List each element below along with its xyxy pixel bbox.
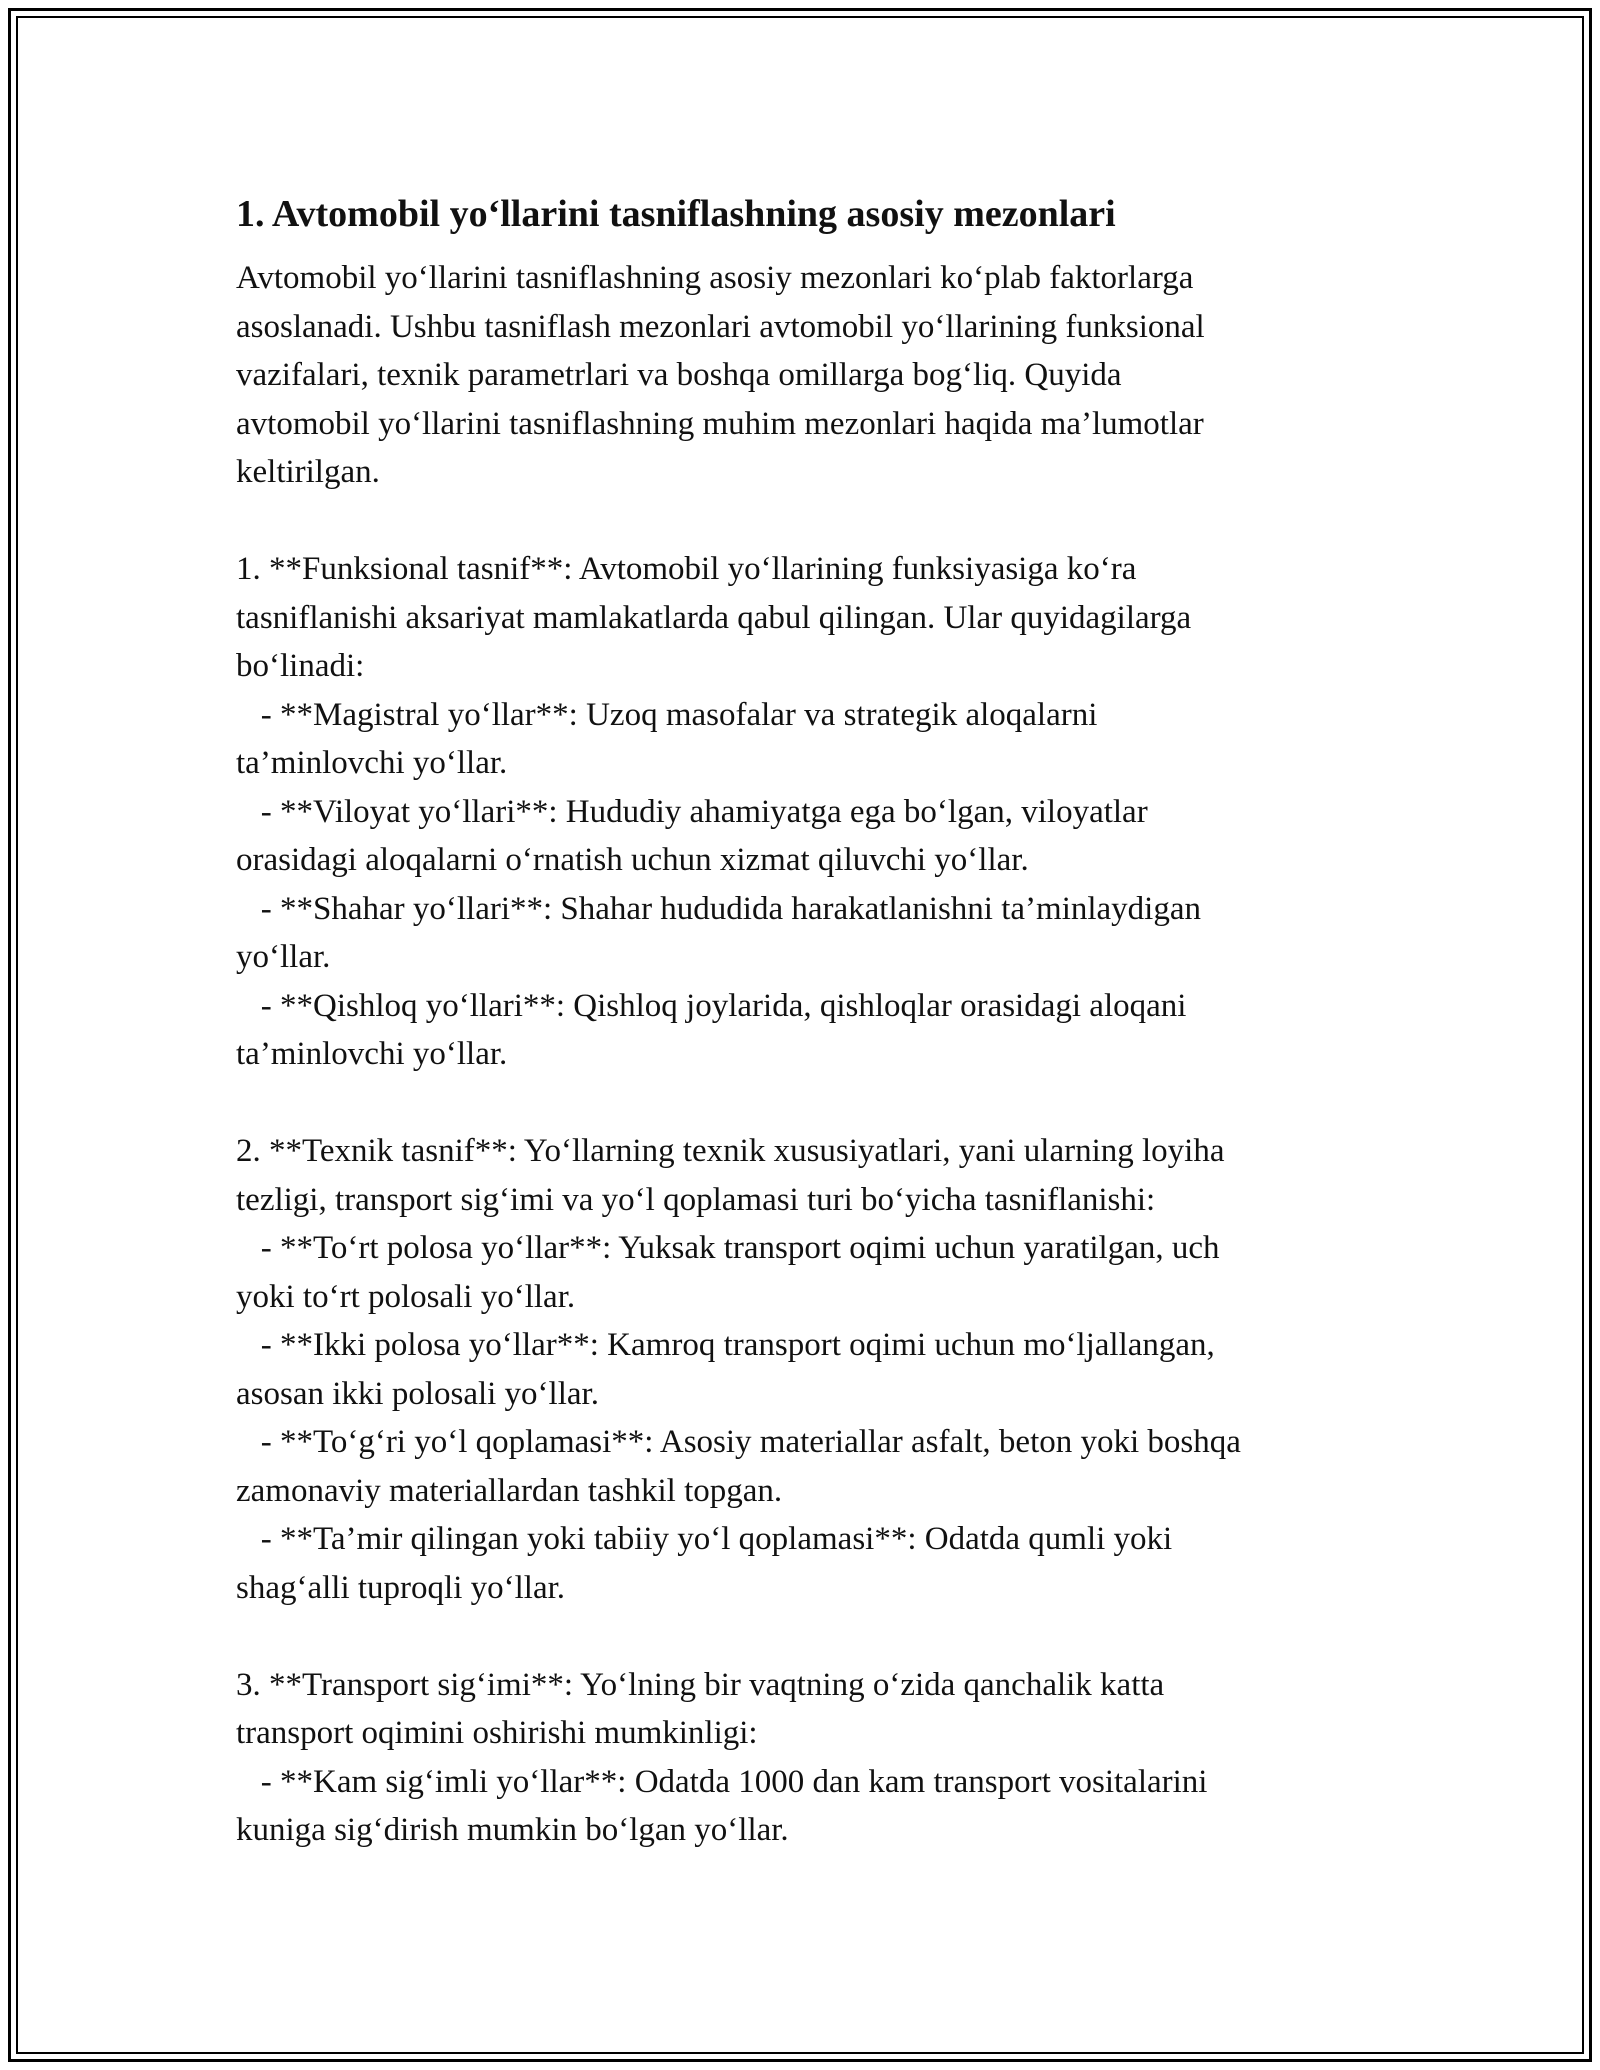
text-line: yoki to‘rt polosali yo‘llar. <box>236 1278 576 1315</box>
text-line: kuniga sig‘dirish mumkin bo‘lgan yo‘llar. <box>236 1812 789 1848</box>
text-line: Avtomobil yo‘llarini tasniflashning asosiy mezonlari ko‘plab faktorlarga <box>236 260 1194 296</box>
text-line: 1. **Funksional tasnif**: Avtomobil yo‘llarining funksiyasiga ko‘ra <box>236 551 1137 587</box>
document-text <box>236 254 1376 1855</box>
text-line: transport oqimini oshirishi mumkinligi: <box>236 1715 758 1751</box>
text-line: - **To‘rt polosa yo‘llar**: Yuksak transport oqimi uchun yaratilgan, uch <box>236 1230 1220 1266</box>
text-line: - **Ikki polosa yo‘llar**: Kamroq transport oqimi uchun mo‘ljallangan, <box>236 1327 1215 1363</box>
text-line: asosan ikki polosali yo‘llar. <box>236 1375 599 1412</box>
text-line: - **To‘g‘ri yo‘l qoplamasi**: Asosiy materiallar asfalt, beton yoki boshqa <box>236 1424 1241 1460</box>
text-line: - **Kam sig‘imli yo‘llar**: Odatda 1000 dan kam transport vositalarini <box>236 1763 1208 1800</box>
blank-line <box>236 1079 1376 1128</box>
text-line: - **Qishloq yo‘llari**: Qishloq joylarida, qishloqlar orasidagi aloqani <box>236 987 1187 1024</box>
text-line: yo‘llar. <box>236 939 331 975</box>
blank-line <box>236 497 1376 546</box>
text-line: tezligi, transport sig‘imi va yo‘l qoplamasi turi bo‘yicha tasniflanishi: <box>236 1181 1156 1218</box>
text-line: ta’minlovchi yo‘llar. <box>236 745 508 781</box>
text-line: - **Shahar yo‘llari**: Shahar hududida harakatlanishni ta’minlaydigan <box>236 890 1201 927</box>
text-line: 3. **Transport sig‘imi**: Yo‘lning bir vaqtning o‘zida qanchalik katta <box>236 1666 1165 1703</box>
text-line: ta’minlovchi yo‘llar. <box>236 1036 508 1072</box>
text-line: zamonaviy materiallardan tashkil topgan. <box>236 1472 783 1509</box>
text-line: 2. **Texnik tasnif**: Yo‘llarning texnik xususiyatlari, yani ularning loyiha <box>236 1133 1225 1169</box>
text-line: - **Magistral yo‘llar**: Uzoq masofalar va strategik aloqalarni <box>236 696 1098 733</box>
text-line: orasidagi aloqalarni o‘rnatish uchun xizmat qiluvchi yo‘llar. <box>236 842 1029 878</box>
blank-line <box>236 1612 1376 1661</box>
text-line: avtomobil yo‘llarini tasniflashning muhim mezonlari haqida ma’lumotlar <box>236 405 1204 442</box>
text-line: shag‘alli tuproqli yo‘llar. <box>236 1569 566 1606</box>
text-line: - **Ta’mir qilingan yoki tabiiy yo‘l qoplamasi**: Odatda qumli yoki <box>236 1521 1173 1557</box>
text-line: asoslanadi. Ushbu tasniflash mezonlari avtomobil yo‘llarining funksional <box>236 308 1205 345</box>
text-line: keltirilgan. <box>236 454 380 490</box>
text-line: vazifalari, texnik parametrlari va boshqa omillarga bog‘liq. Quyida <box>236 357 1122 393</box>
text-line: - **Viloyat yo‘llari**: Hududiy ahamiyatga ega bo‘lgan, viloyatlar <box>236 793 1148 830</box>
text-line: tasniflanishi aksariyat mamlakatlarda qabul qilingan. Ular quyidagilarga <box>236 599 1192 636</box>
document-title: 1. Avtomobil yo‘llarini tasniflashning asosiy mezonlari <box>236 193 1116 235</box>
text-line: bo‘linadi: <box>236 648 365 684</box>
document-body <box>236 188 1376 1855</box>
